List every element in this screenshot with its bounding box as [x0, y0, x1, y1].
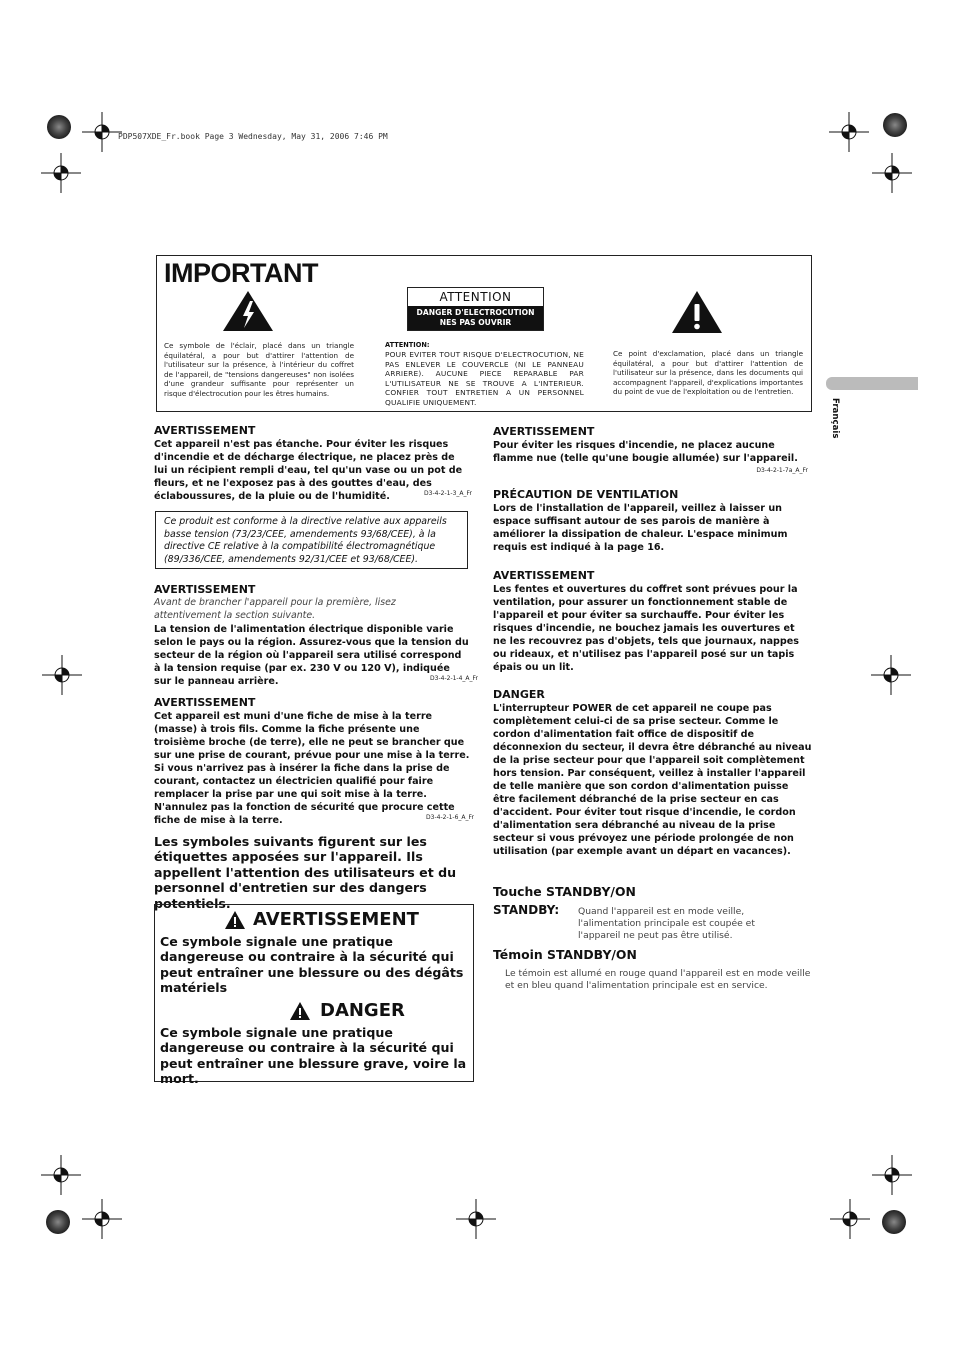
danger-box-title: DANGER — [320, 1000, 405, 1021]
temoin-text: Le témoin est allumé en rouge quand l'appareil est en mode veille et en bleu quand l'alimentation principale est en service. — [505, 968, 811, 992]
left-warning-3-body: Cet appareil est muni d'une fiche de mise à la terre (masse) à trois fils. Comme la fiche présente une troisième broche (de terre), elle ne peut se brancher que sur une prise de courant, prévue pour une mise à la terre. Si vous n'arrivez pas à insérer la fiche dans la prise de courant, contactez un électricien qualifié pour faire remplacer la prise par une qui soit mise à la terre. N'annulez pas la fonction de sécurité que procure cette fiche de mise à la terre. — [154, 711, 470, 826]
attention-label-title: ATTENTION — [439, 290, 512, 304]
left-warning-2-intro: Avant de brancher l'appareil pour la première, lisez attentivement la section suivante. — [154, 597, 396, 621]
attention-text: POUR EVITER TOUT RISQUE D'ELECTROCUTION, NE PAS ENLEVER LE COUVERCLE (NI LE PANNEAU ARRIERE). AUCUNE PIECE REPARABLE PAR L'UTILISATEUR NE SE TROUVE A L'INTERIEUR. CONFIER TOUT ENTRETIEN A UN PERSONNEL QUALIFIE UNIQUEMENT. — [385, 350, 584, 407]
right-warning-1-body: Pour éviter les risques d'incendie, ne placez aucune flamme nue (telle qu'une bougie allumée) sur l'appareil. — [493, 440, 798, 464]
right-warning-1-heading: AVERTISSEMENT — [493, 425, 595, 438]
standby-label: STANDBY: — [493, 903, 560, 917]
danger-triangle-icon — [289, 1001, 311, 1021]
temoin-heading: Témoin STANDBY/ON — [493, 947, 637, 962]
left-warning-3-code: D3-4-2-1-6_A_Fr — [426, 814, 474, 821]
ce-conformity-text: Ce produit est conforme à la directive relative aux appareils basse tension (73/23/CEE, amendements 93/68/CEE), à la directive CE relative à la compatibilité électromagnétique (89/336/CEE, amendements 92/31/CEE et 93/68/CEE). — [164, 516, 447, 565]
standby-heading: Touche STANDBY/ON — [493, 884, 636, 899]
danger-body: L'interrupteur POWER de cet appareil ne coupe pas complètement celui-ci de sa prise secteur. Comme le cordon d'alimentation fait office de dispositif de déconnexion du secteur, il devra être débranché au niveau de la prise secteur pour que l'appareil soit complètement hors tension. Par conséquent, veillez à installer l'appareil de telle manière que son cordon d'alimentation puisse être facilement débranché de la prise secteur en cas d'accident. Pour éviter tout risque d'incendie, le cordon d'alimentation sera débranché au niveau de la prise secteur si vous prévoyez une période prolongée de non utilisation (par exemple avant un départ en vacances). — [493, 703, 812, 857]
ventilation-body: Lors de l'installation de l'appareil, veillez à laisser un espace suffisant autour de ses parois de manière à améliorer la dissipation de chaleur. L'espace minimum requis est indiqué à la page 16. — [493, 503, 788, 553]
lightning-description: Ce symbole de l'éclair, placé dans un triangle équilatéral, a pour but d'attirer l'attention de l'utilisateur sur la présence, à l'intérieur du coffret de l'appareil, de "tensions dangereuses" non isolées d'une grandeur suffisante pour représenter un risque d'électrocution pour les êtres humains. — [164, 341, 354, 398]
danger-heading: DANGER — [493, 688, 545, 701]
left-warning-1-heading: AVERTISSEMENT — [154, 424, 256, 437]
left-warning-2-heading: AVERTISSEMENT — [154, 583, 256, 596]
warning-triangle-icon — [224, 910, 246, 930]
language-label: Français — [830, 398, 840, 439]
attention-banner: DANGER D'ELECTROCUTION NES PAS OUVRIR — [408, 306, 543, 330]
language-tab — [826, 377, 918, 390]
important-title: IMPORTANT — [164, 258, 318, 288]
avertissement-box-text: Ce symbole signale une pratique dangereuse ou contraire à la sécurité qui peut entraîner une blessure ou des dégâts matériels — [160, 934, 464, 996]
left-warning-1-body: Cet appareil n'est pas étanche. Pour éviter les risques d'incendie et de décharge électrique, ne placez près de lui un récipient rempli d'eau, tel qu'un vase ou un pot de fleurs, et ne l'exposez pas à des gouttes d'eau, des éclaboussures, de la pluie ou de l'humidité. — [154, 439, 463, 502]
right-warning-2-heading: AVERTISSEMENT — [493, 569, 595, 582]
ce-conformity-box — [155, 511, 468, 569]
ventilation-heading: PRÉCAUTION DE VENTILATION — [493, 488, 679, 501]
left-warning-1-code: D3-4-2-1-3_A_Fr — [424, 490, 472, 497]
attention-label — [407, 287, 544, 331]
file-header: PDP507XDE_Fr.book Page 3 Wednesday, May 31, 2006 7:46 PM — [118, 132, 388, 141]
left-warning-3-heading: AVERTISSEMENT — [154, 696, 256, 709]
left-warning-2-code: D3-4-2-1-4_A_Fr — [430, 675, 478, 682]
exclamation-triangle-icon — [671, 290, 723, 334]
standby-text: Quand l'appareil est en mode veille, l'alimentation principale est coupée et l'appareil ne peut pas être utilisé. — [578, 906, 755, 942]
right-warning-2-body: Les fentes et ouvertures du coffret sont prévues pour la ventilation, pour assurer un fonctionnement stable de l'appareil et pour éviter sa surchauffe. Pour éviter les risques d'incendie, ne bouchez jamais les ouvertures et ne les recouvrez pas d'objets, tels que journaux, nappes ou rideaux, et n'utilisez pas l'appareil posé sur un tapis épais ou un lit. — [493, 584, 799, 673]
lightning-triangle-icon — [222, 290, 274, 332]
attention-heading: ATTENTION: — [385, 341, 430, 349]
danger-box-text: Ce symbole signale une pratique dangereuse ou contraire à la sécurité qui peut entraîner une blessure grave, voire la mort. — [160, 1025, 467, 1087]
left-warning-2-body: La tension de l'alimentation électrique disponible varie selon le pays ou la région. Assurez-vous que la tension du secteur de la région où l'appareil sera utilisé correspond à la tension requise (par ex. 230 V ou 120 V), indiquée sur le panneau arrière. — [154, 624, 469, 687]
right-warning-1-code: D3-4-2-1-7a_A_Fr — [756, 467, 808, 474]
exclamation-description: Ce point d'exclamation, placé dans un triangle équilatéral, a pour but d'attirer l'attention de l'utilisateur sur la présence, dans les documents qui accompagnent l'appareil, d'explications importantes du point de vue de l'exploitation ou de l'entretien. — [613, 349, 803, 397]
avertissement-box-title: AVERTISSEMENT — [253, 909, 419, 930]
symbols-intro: Les symboles suivants figurent sur les étiquettes apposées sur l'appareil. Ils appellent l'attention des utilisateurs et du personnel d'entretien sur des dangers potentiels. — [154, 834, 457, 911]
